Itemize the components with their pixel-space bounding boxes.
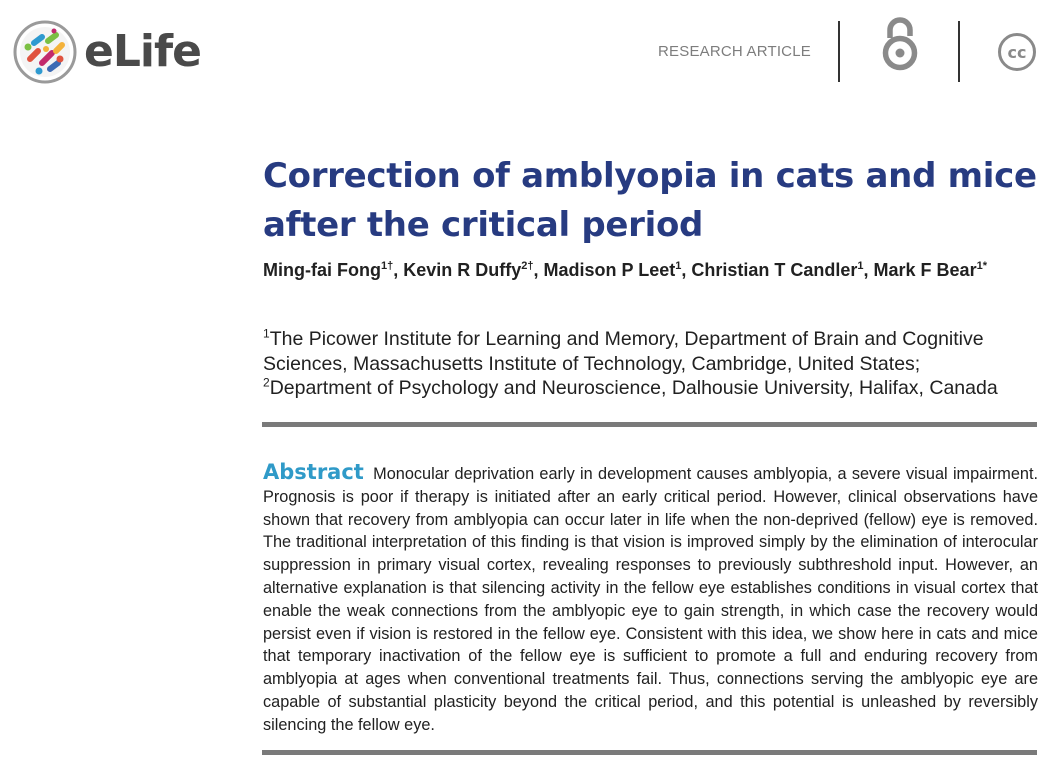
author[interactable]: Christian T Candler$^1$ [691, 260, 864, 280]
open-access-icon[interactable] [879, 16, 921, 72]
abstract [263, 461, 1038, 737]
affiliation-list [263, 327, 1048, 401]
affiliation: $^2$Department of Psychology and Neuroscience, Dalhousie University, Halifax, Canada [263, 375, 998, 399]
author[interactable]: Ming-fai Fong$^{1\dagger}$ [263, 260, 394, 280]
author[interactable]: Kevin R Duffy$^{2\dagger}$ [403, 260, 534, 280]
abstract-heading: Abstract [263, 460, 364, 484]
section-divider [262, 422, 1037, 427]
affiliation: $^1$The Picower Institute for Learning and Memory, Department of Brain and Cognitive Sciences, Massachusetts Institute of Technology, Cambridge, United States; [263, 326, 984, 375]
elife-logo-text: eLife [84, 26, 201, 77]
article-type-label: RESEARCH ARTICLE [658, 43, 811, 60]
header-divider [958, 21, 960, 82]
paper-title: Correction of amblyopia in cats and mice after the critical period [263, 156, 1037, 245]
elife-logo[interactable] [12, 19, 201, 85]
abstract-text: Monocular deprivation early in development causes amblyopia, a severe visual impairment. Prognosis is poor if therapy is initiated after an early critical period. However, clinical observations have shown that recovery from amblyopia can occur later in life when the non-deprived (fellow) eye is removed. The traditional interpretation of this finding is that vision is improved simply by the elimination of interocular suppression in primary visual cortex, revealing responses to previously subthreshold input. However, an alternative explanation is that silencing activity in the fellow eye establishes conditions in visual cortex that enable the weak connections from the amblyopic eye to gain strength, in which case the recovery would persist even if vision is restored in the fellow eye. Consistent with this idea, we show here in cats and mice that temporary inactivation of the fellow eye is sufficient to promote a full and enduring recovery from amblyopia at ages when conventional treatments fail. Thus, connections serving the amblyopic eye are capable of substantial plasticity beyond the critical period, and this potential is unleashed by reversibly silencing the fellow eye. [263, 465, 1038, 734]
section-divider [262, 750, 1037, 755]
author-list: Ming-fai Fong$^{1\dagger}$, Kevin R Duffy$^{2\dagger}$, Madison P Leet$^1$, Christian T Candler$^1$, Mark F Bear$^{1*}$ [263, 260, 987, 280]
header-divider [838, 21, 840, 82]
author[interactable]: Mark F Bear$^{1*}$ [873, 260, 987, 280]
creative-commons-icon[interactable] [997, 32, 1037, 72]
cc-label: cc [1007, 43, 1027, 62]
author[interactable]: Madison P Leet$^1$ [543, 260, 682, 280]
elife-logo-icon [12, 19, 78, 85]
